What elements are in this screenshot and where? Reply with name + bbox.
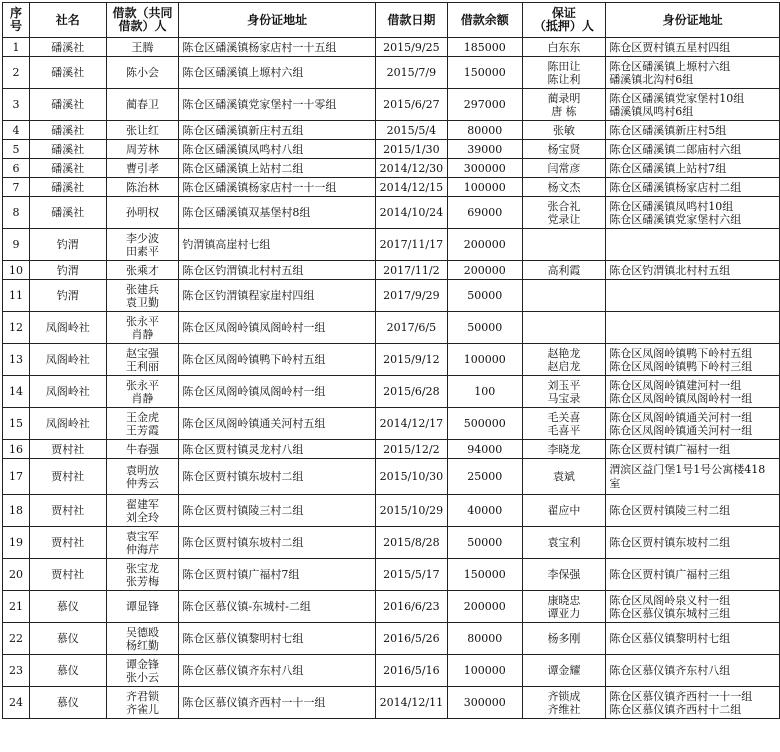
cell-borrower: 曹引孝: [106, 159, 179, 178]
loan-table-body: [3, 38, 780, 719]
cell-agency: 钓渭: [29, 280, 106, 312]
table-row: [3, 197, 780, 229]
cell-id-address: 陈仓区贾村镇东坡村二组: [179, 527, 375, 559]
cell-guarantor-address: 陈仓区磻溪镇新庄村5组: [606, 121, 780, 140]
cell-guarantor: 张合礼 党录让: [522, 197, 606, 229]
cell-borrower: 谭金锋 张小云: [106, 655, 179, 687]
cell-guarantor-address: 陈仓区磻溪镇杨家店村二组: [606, 178, 780, 197]
cell-guarantor: 陈田让 陈让利: [522, 57, 606, 89]
cell-guarantor-address: [606, 280, 780, 312]
cell-guarantor: 康晓忠 谭亚力: [522, 591, 606, 623]
cell-date: 2014/12/11: [375, 687, 447, 719]
cell-balance: 50000: [447, 312, 522, 344]
cell-seq: 5: [3, 140, 30, 159]
cell-id-address: 陈仓区磻溪镇新庄村五组: [179, 121, 375, 140]
cell-guarantor: 杨多刚: [522, 623, 606, 655]
cell-seq: 12: [3, 312, 30, 344]
cell-borrower: 谭显锋: [106, 591, 179, 623]
cell-agency: 磻溪社: [29, 159, 106, 178]
cell-date: 2015/9/25: [375, 38, 447, 57]
cell-date: 2015/9/12: [375, 344, 447, 376]
cell-date: 2015/6/27: [375, 89, 447, 121]
cell-guarantor: 杨文杰: [522, 178, 606, 197]
cell-seq: 17: [3, 459, 30, 495]
cell-id-address: 陈仓区磻溪镇上塬村六组: [179, 57, 375, 89]
cell-guarantor-address: 陈仓区磻溪镇党家堡村10组 磻溪镇凤鸣村6组: [606, 89, 780, 121]
cell-id-address: 陈仓区贾村镇陵三村二组: [179, 495, 375, 527]
cell-agency: 磻溪社: [29, 57, 106, 89]
table-row: [3, 655, 780, 687]
cell-agency: 凤阁岭社: [29, 344, 106, 376]
cell-guarantor-address: 陈仓区贾村镇五星村四组: [606, 38, 780, 57]
cell-date: 2014/12/30: [375, 159, 447, 178]
cell-guarantor-address: 陈仓区慕仪镇齐东村八组: [606, 655, 780, 687]
cell-guarantor: [522, 312, 606, 344]
cell-balance: 297000: [447, 89, 522, 121]
cell-guarantor: 闫常彦: [522, 159, 606, 178]
cell-id-address: 陈仓区慕仪镇齐东村八组: [179, 655, 375, 687]
cell-date: 2016/5/26: [375, 623, 447, 655]
cell-agency: 贾村社: [29, 527, 106, 559]
cell-borrower: 孙明权: [106, 197, 179, 229]
cell-guarantor-address: 陈仓区凤阁岭镇鸭下岭村五组 陈仓区凤阁岭镇鸭下岭村三组: [606, 344, 780, 376]
cell-agency: 贾村社: [29, 440, 106, 459]
cell-agency: 磻溪社: [29, 121, 106, 140]
header-guarantor-address: 身份证地址: [606, 3, 780, 38]
cell-date: 2015/1/30: [375, 140, 447, 159]
cell-seq: 2: [3, 57, 30, 89]
cell-balance: 300000: [447, 159, 522, 178]
cell-seq: 10: [3, 261, 30, 280]
cell-date: 2017/9/29: [375, 280, 447, 312]
cell-balance: 185000: [447, 38, 522, 57]
table-row: [3, 527, 780, 559]
cell-id-address: 陈仓区慕仪镇齐西村一十一组: [179, 687, 375, 719]
cell-borrower: 张永平 肖静: [106, 312, 179, 344]
cell-guarantor: 谭金耀: [522, 655, 606, 687]
table-row: [3, 623, 780, 655]
cell-date: 2017/6/5: [375, 312, 447, 344]
cell-seq: 23: [3, 655, 30, 687]
cell-guarantor: 翟应中: [522, 495, 606, 527]
cell-balance: 80000: [447, 121, 522, 140]
header-agency: 社名: [29, 3, 106, 38]
cell-borrower: 袁宝军 仲海芹: [106, 527, 179, 559]
cell-date: 2015/5/17: [375, 559, 447, 591]
cell-seq: 24: [3, 687, 30, 719]
cell-seq: 15: [3, 408, 30, 440]
cell-balance: 94000: [447, 440, 522, 459]
cell-seq: 18: [3, 495, 30, 527]
cell-agency: 磻溪社: [29, 178, 106, 197]
cell-borrower: 张让红: [106, 121, 179, 140]
cell-guarantor-address: 陈仓区慕仪镇齐西村一十一组 陈仓区慕仪镇齐西村十二组: [606, 687, 780, 719]
cell-borrower: 王腾: [106, 38, 179, 57]
cell-borrower: 陈治林: [106, 178, 179, 197]
cell-guarantor-address: 陈仓区贾村镇广福村三组: [606, 559, 780, 591]
cell-borrower: 吴德殴 杨红勤: [106, 623, 179, 655]
cell-seq: 7: [3, 178, 30, 197]
cell-guarantor-address: [606, 312, 780, 344]
cell-date: 2015/8/28: [375, 527, 447, 559]
cell-id-address: 陈仓区凤阁岭镇凤阁岭村一组: [179, 376, 375, 408]
cell-agency: 贾村社: [29, 459, 106, 495]
table-row: [3, 159, 780, 178]
cell-guarantor-address: 陈仓区贾村镇东坡村二组: [606, 527, 780, 559]
cell-guarantor-address: 陈仓区钓渭镇北村村五组: [606, 261, 780, 280]
cell-date: 2016/5/16: [375, 655, 447, 687]
cell-borrower: 张乘才: [106, 261, 179, 280]
cell-date: 2014/10/24: [375, 197, 447, 229]
cell-guarantor: 赵艳龙 赵启龙: [522, 344, 606, 376]
cell-balance: 80000: [447, 623, 522, 655]
cell-balance: 100000: [447, 655, 522, 687]
cell-balance: 300000: [447, 687, 522, 719]
cell-guarantor: [522, 280, 606, 312]
cell-balance: 100: [447, 376, 522, 408]
cell-borrower: 周芳林: [106, 140, 179, 159]
cell-date: 2015/5/4: [375, 121, 447, 140]
cell-id-address: 陈仓区贾村镇灵龙村八组: [179, 440, 375, 459]
cell-guarantor: 白东东: [522, 38, 606, 57]
cell-date: 2017/11/17: [375, 229, 447, 261]
cell-seq: 16: [3, 440, 30, 459]
cell-balance: 150000: [447, 559, 522, 591]
cell-seq: 11: [3, 280, 30, 312]
cell-agency: 凤阁岭社: [29, 376, 106, 408]
cell-guarantor: 杨宝贤: [522, 140, 606, 159]
cell-agency: 慕仪: [29, 591, 106, 623]
cell-agency: 磻溪社: [29, 140, 106, 159]
cell-borrower: 赵宝强 王利丽: [106, 344, 179, 376]
cell-borrower: 袁明放 仲秀云: [106, 459, 179, 495]
cell-id-address: 陈仓区凤阁岭镇凤阁岭村一组: [179, 312, 375, 344]
cell-borrower: 王金虎 王芳霞: [106, 408, 179, 440]
cell-seq: 20: [3, 559, 30, 591]
cell-agency: 磻溪社: [29, 197, 106, 229]
cell-guarantor: 袁斌: [522, 459, 606, 495]
cell-id-address: 陈仓区贾村镇东坡村二组: [179, 459, 375, 495]
table-row: [3, 261, 780, 280]
cell-guarantor: 蔺录明 唐 栋: [522, 89, 606, 121]
table-row: [3, 408, 780, 440]
cell-agency: 凤阁岭社: [29, 312, 106, 344]
cell-date: 2015/12/2: [375, 440, 447, 459]
cell-date: 2015/10/30: [375, 459, 447, 495]
table-row: [3, 591, 780, 623]
cell-guarantor: 袁宝利: [522, 527, 606, 559]
cell-id-address: 陈仓区凤阁岭镇通关河村五组: [179, 408, 375, 440]
cell-borrower: 李少波 田素平: [106, 229, 179, 261]
cell-agency: 贾村社: [29, 559, 106, 591]
cell-seq: 4: [3, 121, 30, 140]
table-row: [3, 687, 780, 719]
table-row: [3, 312, 780, 344]
cell-id-address: 陈仓区磻溪镇党家堡村一十零组: [179, 89, 375, 121]
cell-seq: 8: [3, 197, 30, 229]
cell-agency: 慕仪: [29, 623, 106, 655]
cell-date: 2015/6/28: [375, 376, 447, 408]
cell-balance: 200000: [447, 261, 522, 280]
cell-id-address: 陈仓区磻溪镇上站村二组: [179, 159, 375, 178]
cell-id-address: 钓渭镇高崖村七组: [179, 229, 375, 261]
table-row: [3, 280, 780, 312]
cell-balance: 150000: [447, 57, 522, 89]
table-row: [3, 559, 780, 591]
cell-id-address: 陈仓区慕仪镇黎明村七组: [179, 623, 375, 655]
cell-seq: 3: [3, 89, 30, 121]
cell-guarantor-address: 陈仓区凤阁岭镇建河村一组 陈仓区凤阁岭镇凤阁岭村一组: [606, 376, 780, 408]
table-row: [3, 440, 780, 459]
cell-seq: 9: [3, 229, 30, 261]
header-row: [3, 3, 780, 38]
cell-balance: 200000: [447, 591, 522, 623]
cell-borrower: 张永平 肖静: [106, 376, 179, 408]
cell-seq: 19: [3, 527, 30, 559]
cell-seq: 21: [3, 591, 30, 623]
cell-guarantor-address: 陈仓区慕仪镇黎明村七组: [606, 623, 780, 655]
cell-date: 2015/10/29: [375, 495, 447, 527]
cell-borrower: 张宝龙 张芳梅: [106, 559, 179, 591]
cell-seq: 1: [3, 38, 30, 57]
loan-table: [2, 2, 780, 719]
cell-seq: 14: [3, 376, 30, 408]
cell-guarantor: 毛关喜 毛喜平: [522, 408, 606, 440]
loan-table-container: [2, 2, 780, 719]
cell-guarantor-address: 陈仓区凤阁岭泉义村一组 陈仓区慕仪镇东城村三组: [606, 591, 780, 623]
table-row: [3, 229, 780, 261]
cell-guarantor: 刘玉平 马宝录: [522, 376, 606, 408]
cell-guarantor: [522, 229, 606, 261]
cell-id-address: 陈仓区磻溪镇双基堡村8组: [179, 197, 375, 229]
cell-borrower: 牛春强: [106, 440, 179, 459]
table-row: [3, 89, 780, 121]
header-borrower: 借款（共同 借款）人: [106, 3, 179, 38]
cell-seq: 22: [3, 623, 30, 655]
table-row: [3, 495, 780, 527]
cell-id-address: 陈仓区凤阁岭镇鸭下岭村五组: [179, 344, 375, 376]
cell-guarantor: 李晓龙: [522, 440, 606, 459]
table-row: [3, 376, 780, 408]
cell-balance: 200000: [447, 229, 522, 261]
cell-agency: 磻溪社: [29, 89, 106, 121]
cell-id-address: 陈仓区磻溪镇杨家店村一十五组: [179, 38, 375, 57]
cell-borrower: 齐君锁 齐雀儿: [106, 687, 179, 719]
cell-borrower: 蔺春卫: [106, 89, 179, 121]
cell-guarantor: 高利霞: [522, 261, 606, 280]
cell-guarantor-address: 陈仓区贾村镇陵三村二组: [606, 495, 780, 527]
table-row: [3, 38, 780, 57]
table-row: [3, 178, 780, 197]
cell-guarantor-address: 陈仓区磻溪镇凤鸣村10组 陈仓区磻溪镇党家堡村六组: [606, 197, 780, 229]
cell-borrower: 陈小会: [106, 57, 179, 89]
cell-balance: 50000: [447, 527, 522, 559]
cell-guarantor-address: 陈仓区贾村镇广福村一组: [606, 440, 780, 459]
header-guarantor: 保证 （抵押）人: [522, 3, 606, 38]
cell-balance: 40000: [447, 495, 522, 527]
cell-date: 2014/12/17: [375, 408, 447, 440]
cell-guarantor: 齐锁成 齐维社: [522, 687, 606, 719]
header-balance: 借款余额: [447, 3, 522, 38]
cell-guarantor-address: 陈仓区凤阁岭镇通关河村一组 陈仓区凤阁岭镇通关河村一组: [606, 408, 780, 440]
cell-balance: 100000: [447, 178, 522, 197]
cell-guarantor: 张敏: [522, 121, 606, 140]
cell-seq: 6: [3, 159, 30, 178]
cell-date: 2014/12/15: [375, 178, 447, 197]
cell-date: 2015/7/9: [375, 57, 447, 89]
cell-agency: 磻溪社: [29, 38, 106, 57]
cell-guarantor-address: [606, 229, 780, 261]
cell-balance: 39000: [447, 140, 522, 159]
cell-agency: 钓渭: [29, 261, 106, 280]
table-row: [3, 57, 780, 89]
table-row: [3, 121, 780, 140]
table-row: [3, 140, 780, 159]
cell-date: 2017/11/2: [375, 261, 447, 280]
cell-guarantor-address: 陈仓区磻溪镇上塬村六组 磻溪镇北沟村6组: [606, 57, 780, 89]
cell-id-address: 陈仓区磻溪镇杨家店村一十一组: [179, 178, 375, 197]
cell-balance: 50000: [447, 280, 522, 312]
cell-guarantor-address: 陈仓区磻溪镇二郎庙村六组: [606, 140, 780, 159]
cell-date: 2016/6/23: [375, 591, 447, 623]
cell-id-address: 陈仓区磻溪镇凤鸣村八组: [179, 140, 375, 159]
cell-balance: 25000: [447, 459, 522, 495]
header-seq: 序 号: [3, 3, 30, 38]
cell-id-address: 陈仓区慕仪镇-东城村-二组: [179, 591, 375, 623]
cell-id-address: 陈仓区贾村镇广福村7组: [179, 559, 375, 591]
cell-borrower: 翟建军 刘全玲: [106, 495, 179, 527]
table-row: [3, 344, 780, 376]
cell-agency: 贾村社: [29, 495, 106, 527]
cell-agency: 慕仪: [29, 655, 106, 687]
cell-guarantor: 李保强: [522, 559, 606, 591]
cell-borrower: 张建兵 袁卫勤: [106, 280, 179, 312]
cell-id-address: 陈仓区钓渭镇北村村五组: [179, 261, 375, 280]
table-row: [3, 459, 780, 495]
cell-balance: 500000: [447, 408, 522, 440]
cell-balance: 69000: [447, 197, 522, 229]
header-id-address: 身份证地址: [179, 3, 375, 38]
cell-agency: 钓渭: [29, 229, 106, 261]
cell-balance: 100000: [447, 344, 522, 376]
cell-seq: 13: [3, 344, 30, 376]
cell-agency: 凤阁岭社: [29, 408, 106, 440]
cell-guarantor-address: 渭滨区益门堡1号1号公寓楼418室: [606, 459, 780, 495]
header-date: 借款日期: [375, 3, 447, 38]
cell-agency: 慕仪: [29, 687, 106, 719]
cell-id-address: 陈仓区钓渭镇程家崖村四组: [179, 280, 375, 312]
cell-guarantor-address: 陈仓区磻溪镇上站村7组: [606, 159, 780, 178]
